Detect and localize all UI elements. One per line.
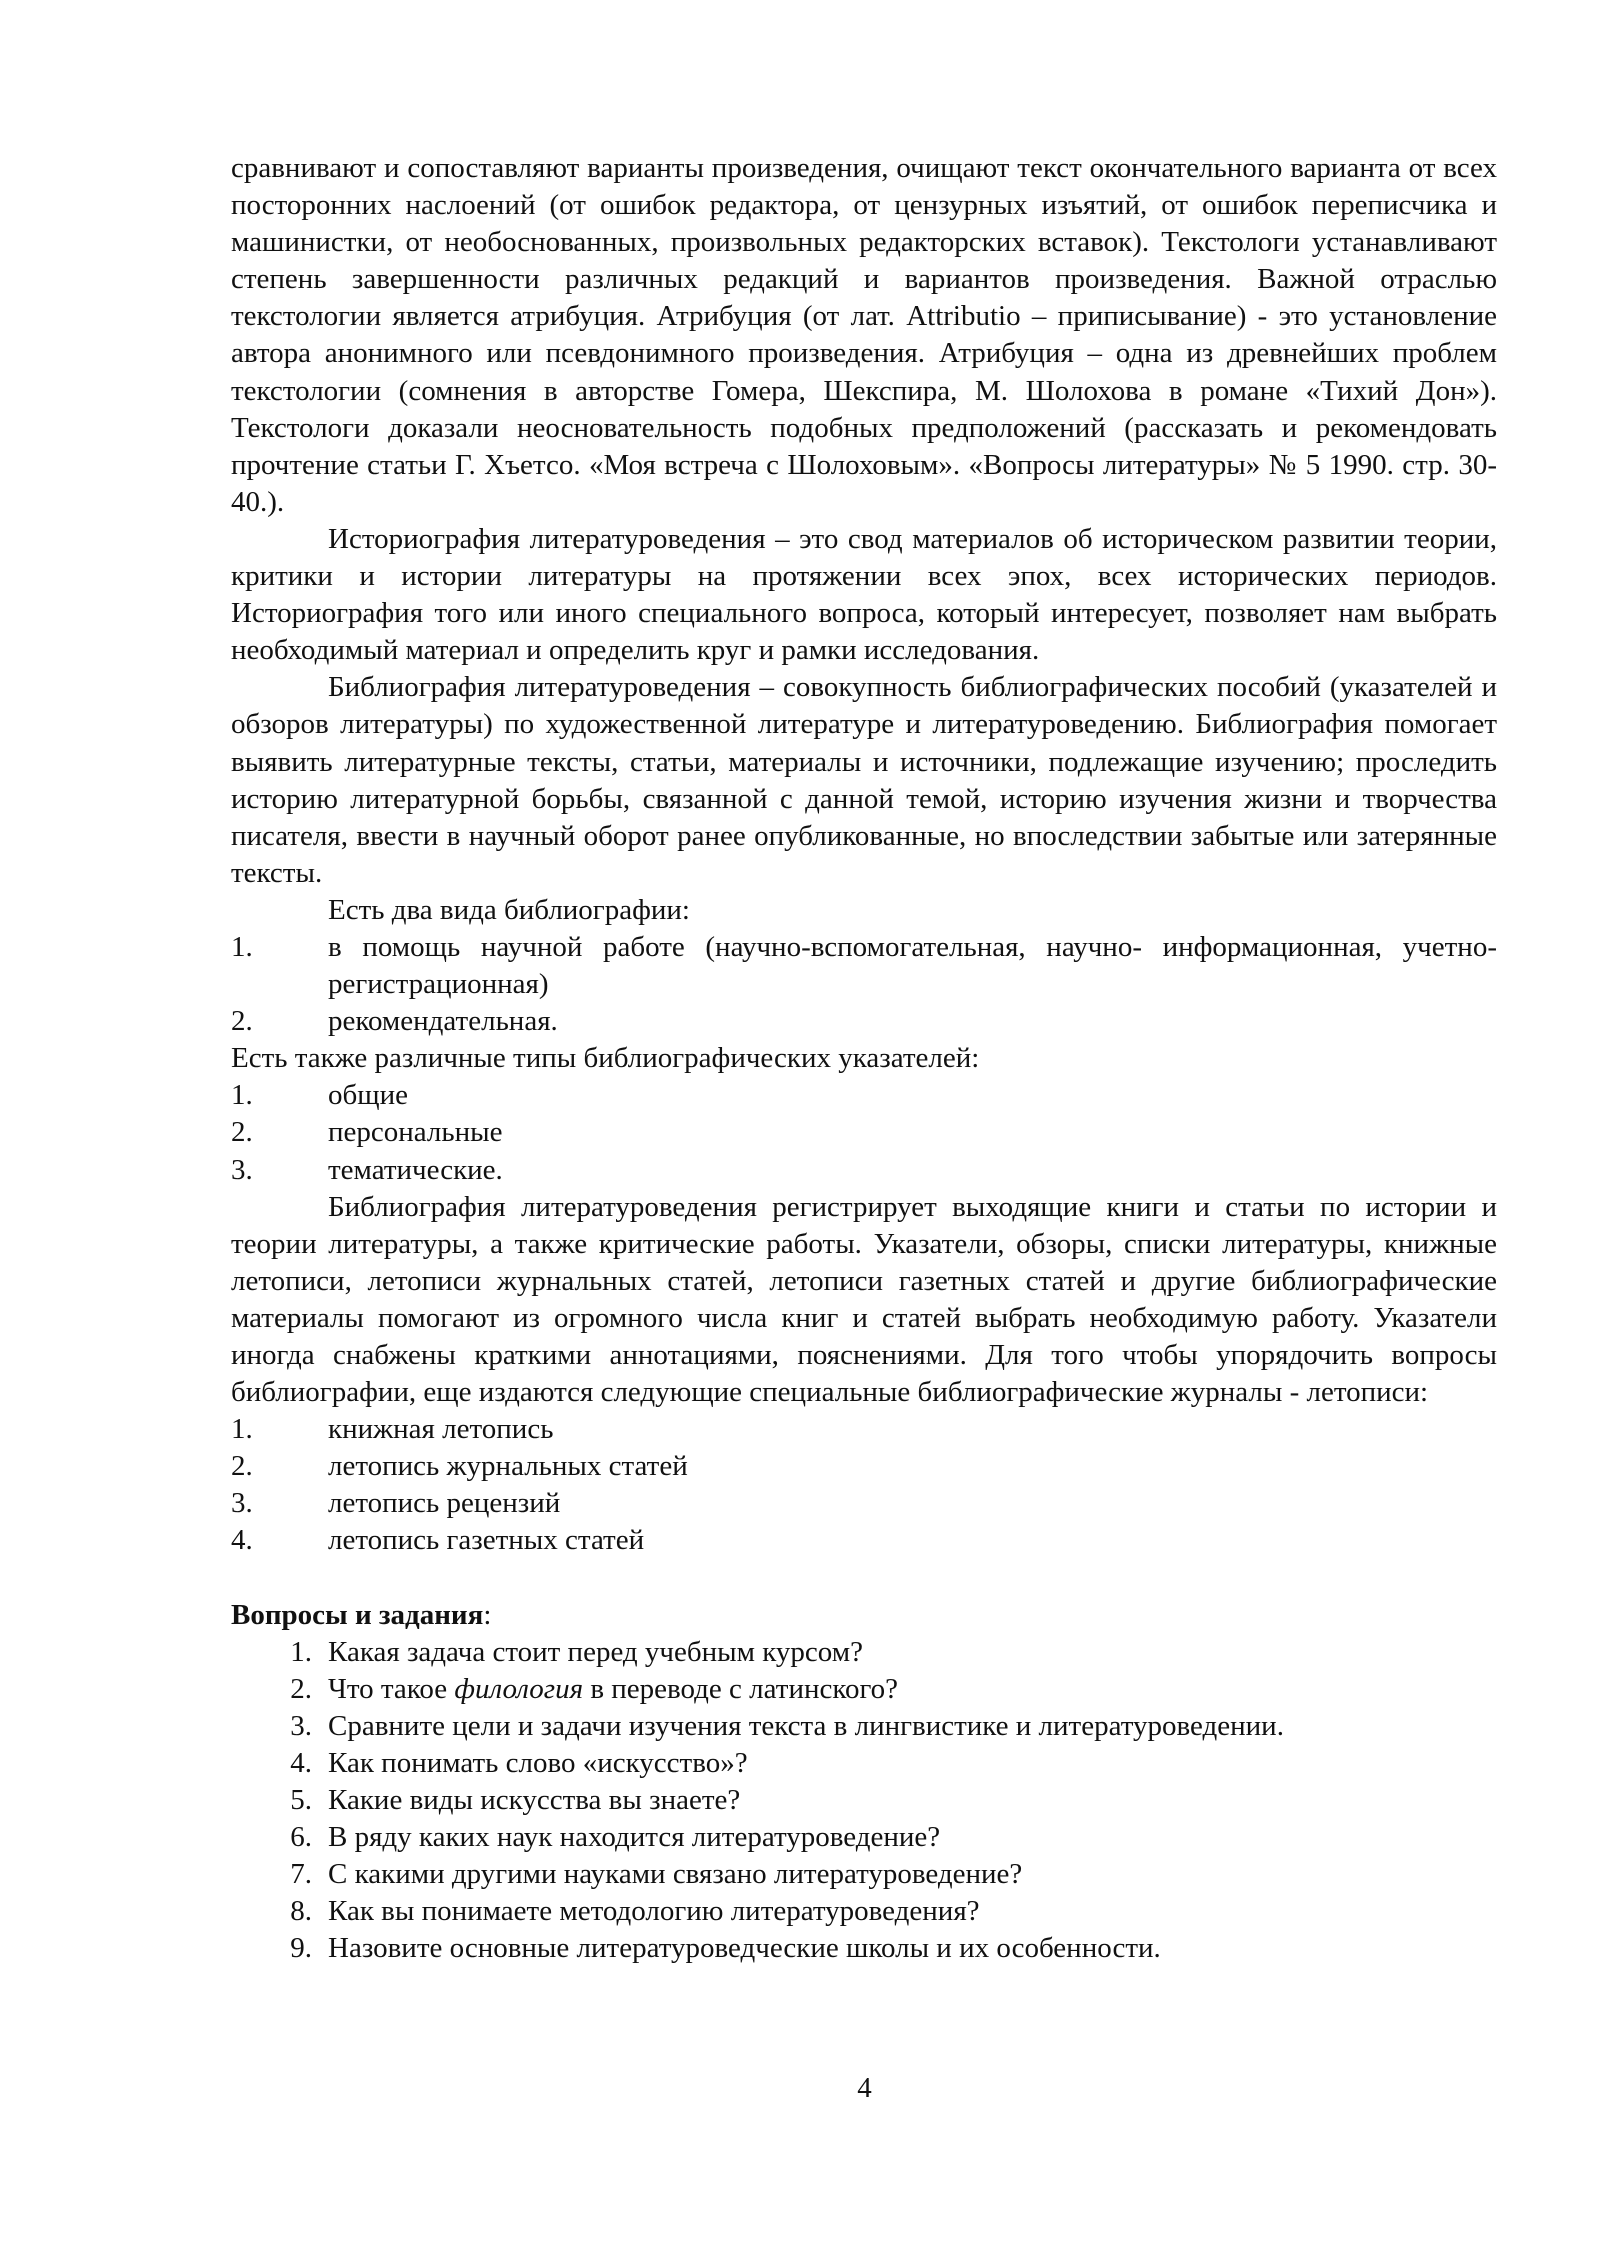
list-item <box>231 1485 1497 1522</box>
question-text: С какими другими науками связано литературоведение? <box>328 1858 1023 1891</box>
question-text-before: Что такое <box>328 1672 455 1705</box>
list-item-number: 3. <box>231 1153 253 1186</box>
list-item <box>231 1003 1497 1040</box>
question-text: В ряду каких наук находится литературоведение? <box>328 1821 941 1854</box>
question-number: 7. <box>290 1858 312 1891</box>
question-text-after: в переводе с латинского? <box>583 1672 899 1705</box>
questions-list <box>231 1634 1497 1968</box>
list-bibliography-kinds <box>231 929 1497 1040</box>
list-item <box>231 1411 1497 1448</box>
list-item-number: 2. <box>231 1450 253 1483</box>
questions-heading: Вопросы и задания <box>231 1598 484 1631</box>
paragraph-registers: Библиография литературоведения регистрирует выходящие книги и статьи по истории и теории литературы, а также критические работы. Указатели, обзоры, списки литературы, книжные летописи, летописи журнальных статей, летописи газетных статей и другие библиографические материалы помогают из огромного числа книг и статей выбрать необходимую работу. Указатели иногда снабжены краткими аннотациями, пояснениями. Для того чтобы упорядочить вопросы библиографии, еще издаются следующие специальные библиографические журналы - летописи: <box>231 1190 1497 1409</box>
question-item <box>231 1634 1497 1671</box>
list-item <box>231 1077 1497 1114</box>
question-number: 9. <box>290 1932 312 1965</box>
list-item-text: летопись журнальных статей <box>328 1450 688 1483</box>
question-number: 2. <box>290 1672 312 1705</box>
question-text: Назовите основные литературоведческие школы и их особенности. <box>328 1932 1161 1965</box>
question-item <box>231 1893 1497 1930</box>
list-chronicles <box>231 1411 1497 1559</box>
question-item <box>231 1819 1497 1856</box>
question-emphasis-term: филология <box>454 1672 584 1705</box>
list-item-text: рекомендательная. <box>328 1005 558 1038</box>
question-text: Как вы понимаете методологию литературоведения? <box>328 1895 980 1928</box>
question-item <box>231 1671 1497 1708</box>
question-text: Как понимать слово «искусство»? <box>328 1746 748 1779</box>
question-number: 3. <box>290 1709 312 1742</box>
list-index-types <box>231 1077 1497 1188</box>
list-item-number: 2. <box>231 1005 253 1038</box>
question-text: Какие виды искусства вы знаете? <box>328 1784 741 1817</box>
paragraph-historiography: Историография литературоведения – это свод материалов об историческом развитии теории, критики и истории литературы на протяжении всех эпох, всех исторических периодов. Историография того или иного специального вопроса, который интересует, позволяет нам выбрать необходимый материал и определить круг и рамки исследования. <box>231 522 1497 667</box>
list-item-number: 1. <box>231 1413 253 1446</box>
question-item <box>231 1930 1497 1967</box>
list-item <box>231 1152 1497 1189</box>
blank-line <box>231 1560 1497 1597</box>
list-item-text: книжная летопись <box>328 1413 554 1446</box>
list-item-text: в помощь научной работе (научно-вспомогательная, научно- информационная, учетно-регистрационная) <box>328 930 1497 1001</box>
list-item-number: 3. <box>231 1487 253 1520</box>
page-number: 4 <box>857 2072 872 2104</box>
question-item <box>231 1745 1497 1782</box>
paragraph-bibliography: Библиография литературоведения – совокупность библиографических пособий (указателей и обзоров литературы) по художественной литературе и литературоведению. Библиография помогает выявить литературные тексты, статьи, материалы и источники, подлежащие изучению; проследить историю литературной борьбы, связанной с данной темой, историю изучения жизни и творчества писателя, ввести в научный оборот ранее опубликованные, но впоследствии забытые или затерянные тексты. <box>231 671 1497 889</box>
questions-heading-line <box>231 1597 1497 1634</box>
list-item-text: летопись рецензий <box>328 1487 561 1520</box>
question-number: 8. <box>290 1895 312 1928</box>
page-content <box>231 150 1497 1968</box>
paragraph-index-types: Есть также различные типы библиографических указателей: <box>231 1042 980 1075</box>
list-item <box>231 929 1497 1003</box>
list-item-text: персональные <box>328 1116 503 1149</box>
list-item-number: 1. <box>231 1079 253 1112</box>
question-item <box>231 1708 1497 1745</box>
list-item <box>231 1114 1497 1151</box>
question-item <box>231 1782 1497 1819</box>
paragraph-two-kinds: Есть два вида библиографии: <box>328 893 690 926</box>
question-text <box>328 1671 1497 1708</box>
question-item <box>231 1856 1497 1893</box>
paragraph-textology: сравнивают и сопоставляют варианты произведения, очищают текст окончательного варианта от всех посторонних наслоений (от ошибок редактора, от цензурных изъятий, от ошибок переписчика и машинистки, от необоснованных, произвольных редакторских вставок). Текстологи устанавливают степень завершенности различных редакций и вариантов произведения. Важной отраслью текстологии является атрибуция. Атрибуция (от лат. Attributio – приписывание) - это установление автора анонимного или псевдонимного произведения. Атрибуция – одна из древнейших проблем текстологии (сомнения в авторстве Гомера, Шекспира, М. Шолохова в романе «Тихий Дон»). Текстологи доказали неосновательность подобных предположений (рассказать и рекомендовать прочтение статьи Г. Хъетсо. «Моя встреча с Шолоховым». «Вопросы литературы» № 5 1990. стр. 30-40.). <box>231 152 1497 518</box>
list-item <box>231 1448 1497 1485</box>
question-text: Сравните цели и задачи изучения текста в лингвистике и литературоведении. <box>328 1709 1284 1742</box>
list-item-text: общие <box>328 1079 408 1112</box>
list-item <box>231 1522 1497 1559</box>
heading-colon: : <box>483 1598 492 1631</box>
question-number: 6. <box>290 1821 312 1854</box>
list-item-number: 1. <box>231 930 253 963</box>
question-text: Какая задача стоит перед учебным курсом? <box>328 1635 863 1668</box>
list-item-number: 2. <box>231 1116 253 1149</box>
question-number: 5. <box>290 1784 312 1817</box>
question-number: 4. <box>290 1746 312 1779</box>
list-item-number: 4. <box>231 1524 253 1557</box>
question-number: 1. <box>290 1635 312 1668</box>
list-item-text: тематические. <box>328 1153 503 1186</box>
list-item-text: летопись газетных статей <box>328 1524 645 1557</box>
